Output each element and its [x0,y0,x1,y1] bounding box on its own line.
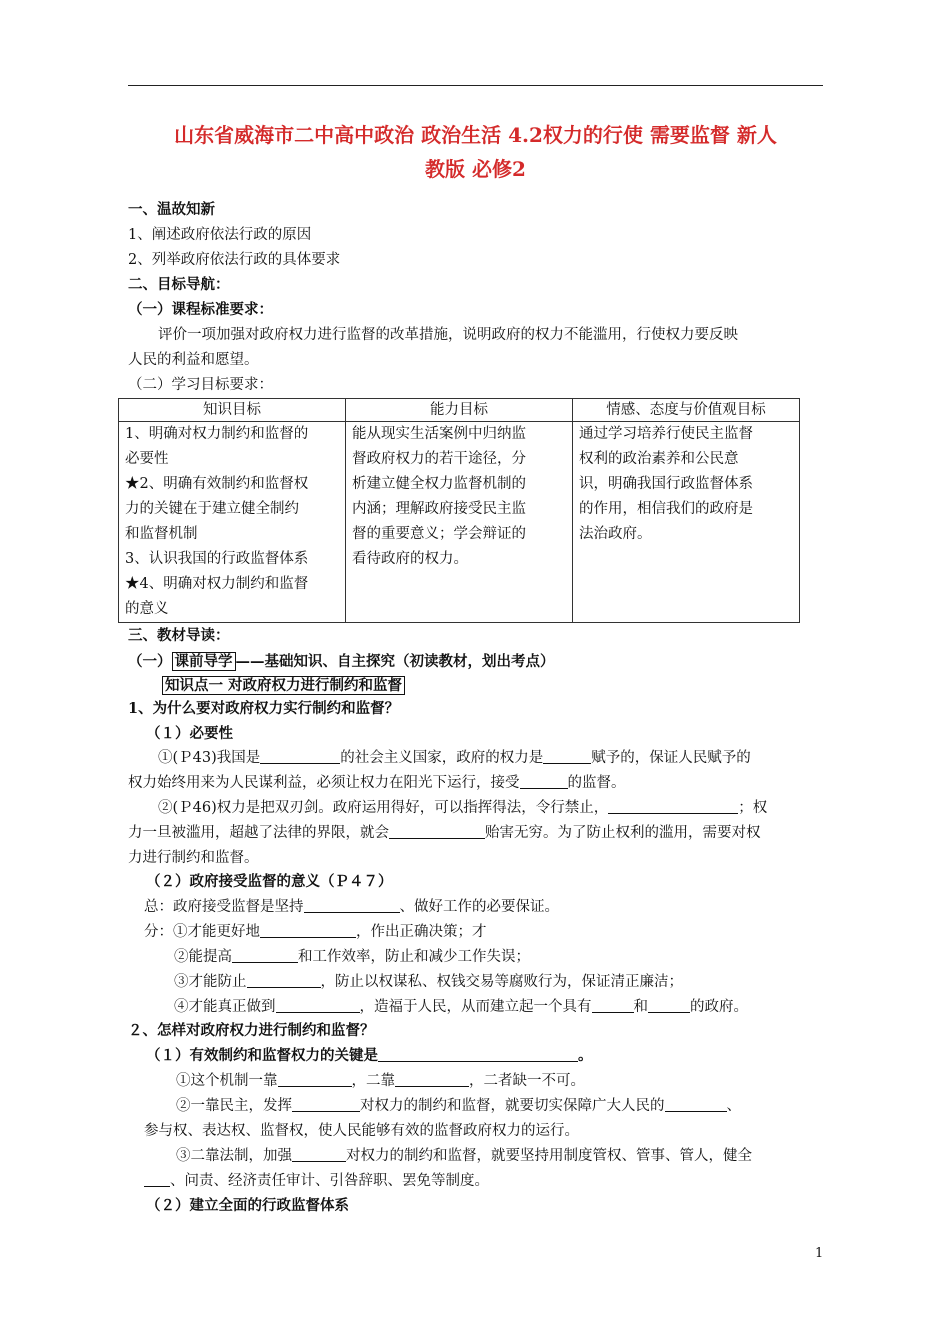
cell-line: 法治政府。 [579,526,652,542]
necessity-heading: （１）必要性 [146,725,233,742]
text: 权力始终用来为人民谋利益，必须让权力在阳光下运行，接受 [128,775,520,791]
mechanism-line-2 [176,1094,741,1118]
text: 的监督。 [567,775,626,791]
cell-line: 看待政府的权力。 [352,551,468,567]
text: ，造福于人民，从而建立起一个具有 [359,999,592,1015]
fill-blank[interactable] [520,772,568,789]
point-line-1 [144,920,487,944]
text: 对权力的制约和监督，就要坚持用制度管权、管事、管人，健全 [346,1148,752,1164]
cell-line: 和监督机制 [125,526,198,542]
attitude-goals-cell [573,422,800,623]
cell-line: 析建立健全权力监督机制的 [352,476,526,492]
text: 分：①才能更好地 [144,924,260,940]
text: 总：政府接受监督是坚持 [144,899,304,915]
key-mechanism-line [146,1044,593,1068]
title-line-1: 山东省威海市二中高中政治 政治生活 4.2权力的行使 需要监督 新人 [174,123,777,147]
learning-goals-heading: （二）学习目标要求： [128,377,273,393]
necessity-line-2 [128,771,626,795]
cell-line: 督的重要意义；学会辩证的 [352,526,526,542]
cell-line: 内涵；理解政府接受民主监 [352,501,526,517]
cell-line: 督政府权力的若干途径，分 [352,451,526,467]
text: 赋予的，保证人民赋予的 [591,750,751,766]
text: 的社会主义国家，政府的权力是 [340,750,544,766]
kp1-label: 知识点一 对政府权力进行制约和监督 [162,676,405,695]
text: ④才能真正做到 [174,999,276,1015]
document-title [128,118,823,186]
text: ，二者缺一不可。 [469,1073,585,1089]
summary-line [144,895,559,919]
cell-line: ★4、明确对权力制约和监督 [125,576,309,592]
necessity-line-4 [128,821,761,845]
fill-blank[interactable] [247,971,321,988]
fill-blank[interactable] [292,1145,346,1162]
text: 对权力的制约和监督，就要切实保障广大人民的 [360,1098,665,1114]
header-ability: 能力目标 [346,399,573,422]
supervision-significance-heading: （２）政府接受监督的意义（Ｐ４７） [146,873,393,890]
guide-boxed-label: 课前导学 [172,652,236,671]
cell-line: 的意义 [125,601,169,617]
header-rule [128,85,823,86]
text: ③二靠法制，加强 [176,1148,292,1164]
point-line-3 [174,970,683,994]
cell-line: ★2、明确有效制约和监督权 [125,476,309,492]
section3-heading: 三、教材导读： [128,627,230,644]
cell-line: 的作用，相信我们的政府是 [579,501,753,517]
review-question-1: 1、阐述政府依法行政的原因 [128,227,312,243]
table-row [119,422,800,623]
text: 和 [633,999,648,1015]
fill-blank[interactable] [665,1095,727,1112]
section1-heading: 一、温故知新 [128,201,215,218]
text: 。 [578,1047,593,1064]
fill-blank[interactable] [278,1070,352,1087]
cell-line: 3、认识我国的行政监督体系 [125,551,309,567]
text: ，二靠 [351,1073,395,1089]
cell-line: 权利的政治素养和公民意 [579,451,739,467]
text: ②一靠民主，发挥 [176,1098,292,1114]
header-knowledge: 知识目标 [119,399,346,422]
text: 的政府。 [690,999,748,1015]
fill-blank[interactable] [389,822,485,839]
text: 和工作效率，防止和减少工作失误； [298,949,530,965]
question-2: ２、怎样对政府权力进行制约和监督？ [128,1022,375,1039]
fill-blank[interactable] [395,1070,469,1087]
fill-blank[interactable] [648,996,690,1013]
text: （１）有效制约和监督权力的关键是 [146,1047,378,1064]
text: ①这个机制一靠 [176,1073,278,1089]
necessity-line-5: 力进行制约和监督。 [128,850,259,866]
necessity-line-3 [158,796,767,820]
review-question-2: 2、列举政府依法行政的具体要求 [128,252,341,268]
fill-blank[interactable] [144,1170,170,1187]
text: ②(Ｐ46)权力是把双刃剑。政府运用得好，可以指挥得法，令行禁止， [158,800,609,816]
text: ，防止以权谋私、权钱交易等腐败行为，保证清正廉洁； [320,974,683,990]
question-1: 1、为什么要对政府权力实行制约和监督？ [128,700,400,717]
fill-blank[interactable] [608,797,738,814]
fill-blank[interactable] [260,921,356,938]
curriculum-standard-text-2: 人民的利益和愿望。 [128,352,259,368]
learning-goals-table [118,398,800,623]
cell-line: 力的关键在于建立健全制约 [125,501,299,517]
title-line-2: 教版 必修2 [425,157,526,181]
guide-prefix: （一） [128,653,172,670]
curriculum-standard-heading: （一）课程标准要求： [128,301,273,318]
table-header-row [119,399,800,422]
fill-blank[interactable] [292,1095,360,1112]
text: ①(Ｐ43)我国是 [158,750,261,766]
cell-line: 必要性 [125,451,169,467]
text: 贻害无穷。为了防止权利的滥用，需要对权 [485,825,761,841]
necessity-line-1 [158,746,751,770]
point-line-4 [174,995,748,1019]
fill-blank[interactable] [592,996,634,1013]
text: ③才能防止 [174,974,247,990]
mechanism-line-3: 参与权、表达权、监督权，使人民能够有效的监督政府权力的运行。 [144,1123,579,1139]
fill-blank[interactable] [304,896,400,913]
fill-blank[interactable] [276,996,360,1013]
guide-suffix: ——基础知识、自主探究（初读教材，划出考点） [235,653,555,670]
pre-class-guide-line [128,650,555,674]
fill-blank[interactable] [378,1045,578,1062]
knowledge-point-1 [162,674,405,698]
cell-line: 识，明确我国行政监督体系 [579,476,753,492]
knowledge-goals-cell [119,422,346,623]
text: ，作出正确决策；才 [356,924,487,940]
point-line-2 [174,945,530,969]
fill-blank[interactable] [543,747,591,764]
text: 、问责、经济责任审计、引咎辞职、罢免等制度。 [170,1173,489,1189]
fill-blank[interactable] [232,946,298,963]
cell-line: 能从现实生活案例中归纳监 [352,426,526,442]
text: 力一旦被滥用，超越了法律的界限，就会 [128,825,389,841]
cell-line: 1、明确对权力制约和监督的 [125,426,309,442]
supervision-system-heading: （２）建立全面的行政监督体系 [146,1197,349,1214]
header-attitude: 情感、态度与价值观目标 [573,399,800,422]
ability-goals-cell [346,422,573,623]
text: 、 [726,1098,741,1114]
section2-heading: 二、目标导航： [128,276,230,293]
text: ②能提高 [174,949,232,965]
mechanism-line-1 [176,1069,585,1093]
page-number: 1 [815,1246,824,1261]
text: 、做好工作的必要保证。 [399,899,559,915]
text: ；权 [738,800,768,816]
fill-blank[interactable] [260,747,340,764]
curriculum-standard-text-1: 评价一项加强对政府权力进行监督的改革措施，说明政府的权力不能滥用，行使权力要反映 [158,327,738,343]
mechanism-line-4 [176,1144,752,1168]
mechanism-line-5 [144,1169,489,1193]
cell-line: 通过学习培养行使民主监督 [579,426,753,442]
